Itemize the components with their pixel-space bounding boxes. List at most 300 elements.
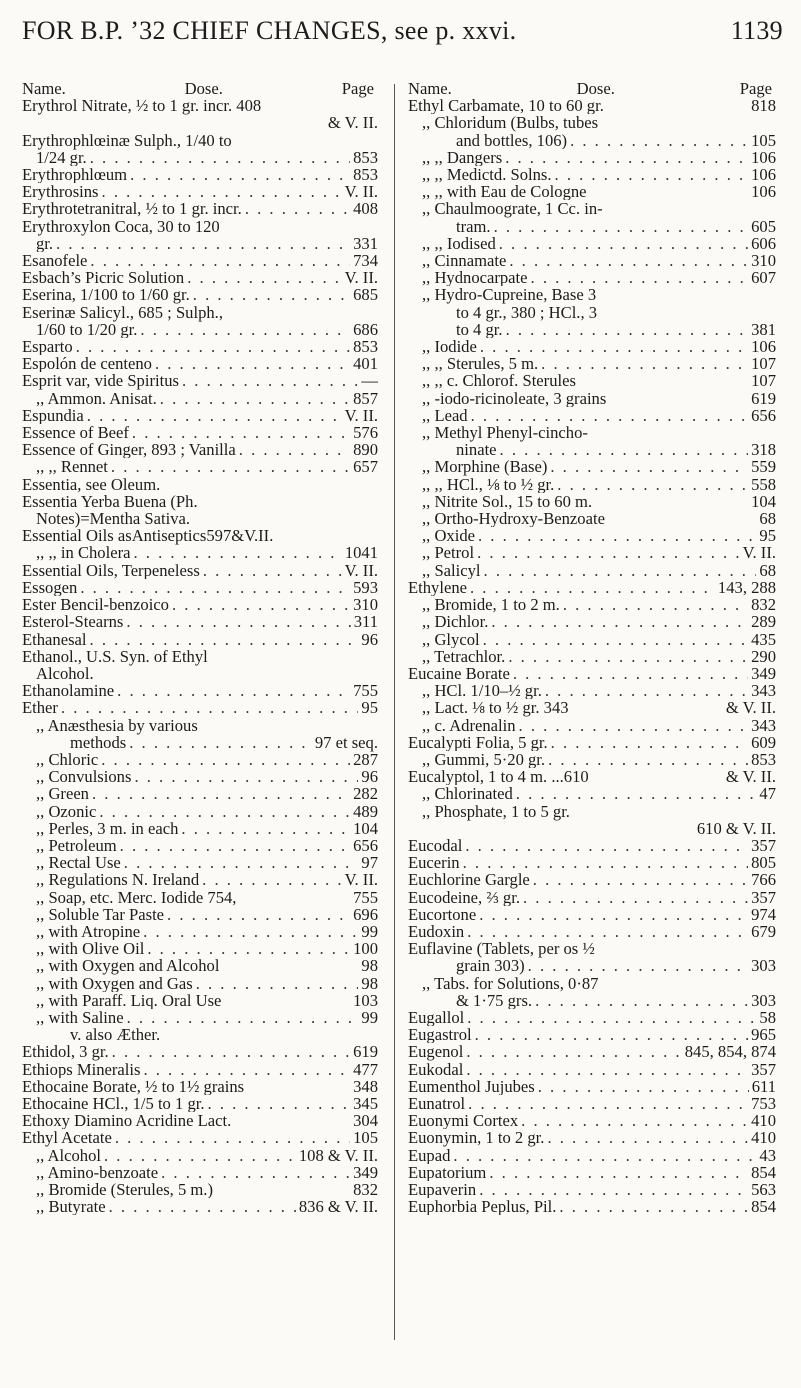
- leader-dots: [557, 476, 748, 493]
- index-entry: [408, 476, 776, 493]
- index-entry: [408, 355, 776, 372]
- entry-name: Ethoxy Diamino Acridine Lact.: [22, 1112, 232, 1130]
- index-entry: [22, 458, 378, 475]
- entry-page-ref: 98: [361, 956, 378, 976]
- entry-page-ref: 755: [353, 681, 378, 701]
- index-entry: [22, 1078, 378, 1095]
- entry-page-ref: 410: [751, 1111, 776, 1131]
- leader-dots: [104, 1147, 296, 1164]
- entry-name: Ethocaine HCl., 1/5 to 1 gr.: [22, 1094, 205, 1113]
- entry-name: ,, ,, Dangers: [422, 148, 503, 167]
- leader-dots: [453, 1147, 756, 1164]
- index-entry: [408, 1129, 776, 1146]
- leader-dots: [181, 820, 350, 837]
- entry-page-ref: 105: [353, 1128, 378, 1148]
- entry-page-ref: 890: [353, 440, 378, 460]
- index-entry: [22, 424, 378, 441]
- entry-page-ref: 106: [751, 337, 776, 357]
- entry-page-ref: 657: [353, 457, 378, 477]
- entry-page-ref: 965: [751, 1025, 776, 1045]
- leader-dots: [519, 717, 749, 734]
- entry-page-ref: V. II.: [344, 268, 378, 288]
- index-entry: [22, 1129, 378, 1146]
- entry-page-ref: 97: [361, 853, 378, 873]
- leader-dots: [538, 1078, 749, 1095]
- leader-dots: [548, 751, 748, 768]
- index-entry: [408, 1043, 776, 1060]
- index-entry: [408, 1078, 776, 1095]
- leader-dots: [521, 1112, 748, 1129]
- index-entry: [408, 97, 776, 114]
- entry-page-ref: 805: [751, 853, 776, 873]
- entry-page-ref: —: [361, 371, 378, 391]
- leader-dots: [467, 1009, 756, 1026]
- entry-name: ,, ,, Sterules, 5 m.: [422, 355, 539, 373]
- entry-page-ref: 311: [353, 612, 378, 632]
- entry-page-ref: 734: [353, 251, 378, 271]
- entry-page-ref: 303: [751, 956, 776, 976]
- index-entry: [22, 854, 378, 871]
- entry-page-ref: 607: [751, 268, 776, 288]
- index-line: Notes)=Mentha Sativa.: [36, 509, 191, 529]
- entry-page-ref: 106: [751, 182, 776, 202]
- entry-page-ref: 345: [353, 1093, 378, 1113]
- entry-name: Esterol-Stearns: [22, 613, 124, 631]
- entry-name: Eumenthol Jujubes: [408, 1077, 535, 1095]
- entry-page-ref: 96: [361, 629, 378, 649]
- entry-page-ref: 343: [751, 681, 776, 701]
- entry-name: Euonymin, 1 to 2 gr.: [408, 1129, 545, 1147]
- entry-name: ,, Salicyl: [422, 561, 481, 579]
- entry-page-ref: 290: [751, 646, 776, 666]
- leader-dots: [120, 837, 350, 854]
- entry-page-ref: 609: [751, 732, 776, 752]
- index-entry: [22, 734, 378, 751]
- leader-dots: [92, 785, 350, 802]
- entry-page-ref: 857: [353, 388, 378, 408]
- index-line: Erythroxylon Coca, 30 to 120: [22, 216, 220, 236]
- index-entry: [22, 579, 378, 596]
- entry-name: ,, HCl. 1/10–½ gr.: [422, 682, 542, 700]
- index-entry: [408, 596, 776, 613]
- index-line: Euflavine (Tablets, per os ½: [408, 939, 595, 959]
- entry-page-ref: 853: [353, 165, 378, 185]
- entry-name: ninate: [456, 441, 497, 459]
- entry-page-ref: 100: [353, 939, 378, 959]
- entry-name: Eudoxin: [408, 922, 465, 941]
- entry-name: ,, Gummi, 5·20 gr.: [422, 750, 546, 769]
- entry-name: grain 303): [456, 957, 525, 975]
- entry-name: Essential Oils, Terpeneless: [22, 561, 200, 579]
- entry-name: Eucerin: [408, 854, 460, 872]
- entry-page-ref: 143, 288: [717, 577, 776, 597]
- entry-page-ref: 611: [751, 1076, 776, 1096]
- entry-name: gr.: [36, 234, 54, 253]
- index-line: to 4 gr., 380 ; HCl., 3: [456, 302, 598, 322]
- index-line: Erythrol Nitrate, ½ to 1 gr. incr. 408: [22, 96, 262, 116]
- running-title: FOR B.P. ’32 CHIEF CHANGES, see p. xxvi.: [22, 16, 517, 45]
- entry-page-ref: 1041: [344, 543, 378, 563]
- entry-page-ref: 97 et seq.: [314, 732, 378, 752]
- leader-dots: [132, 424, 350, 441]
- entry-name: ,, Ammon. Anisat.: [36, 389, 157, 407]
- index-entry: [22, 390, 378, 407]
- index-line: Ethanol., U.S. Syn. of Ethyl: [22, 646, 208, 666]
- running-header: [0, 16, 801, 60]
- entry-name: Espolón de centeno: [22, 355, 152, 373]
- index-entry: [22, 1095, 378, 1112]
- leader-dots: [143, 923, 358, 940]
- leader-dots: [468, 1095, 748, 1112]
- index-entry: [408, 269, 776, 286]
- entry-name: Essence of Beef: [22, 424, 129, 442]
- leader-dots: [516, 785, 757, 802]
- entry-name: ,, ,, c. Chlorof. Sterules: [422, 372, 576, 390]
- entry-name: Esparto: [22, 338, 73, 356]
- index-entry: [22, 1198, 378, 1215]
- entry-name: ,, Bromide (Sterules, 5 m.): [36, 1181, 213, 1199]
- entry-name: ,, Soap, etc. Merc. Iodide 754,: [36, 888, 237, 906]
- leader-dots: [483, 631, 749, 648]
- index-entry: [22, 355, 378, 372]
- leader-dots: [547, 1129, 748, 1146]
- entry-page-ref: 96: [361, 767, 378, 787]
- heading-dose: Dose.: [184, 79, 223, 98]
- page-number: 1139: [730, 16, 783, 45]
- index-entry: [22, 166, 378, 183]
- entry-name: Euonymi Cortex: [408, 1112, 519, 1130]
- index-entry: [408, 321, 776, 338]
- leader-dots: [570, 132, 748, 149]
- entry-name: ,, with Saline: [36, 1008, 124, 1027]
- index-entry: [22, 149, 378, 166]
- index-entry: [22, 837, 378, 854]
- entry-page-ref: 656: [751, 405, 776, 425]
- leader-dots: [508, 648, 748, 665]
- leader-dots: [203, 562, 342, 579]
- entry-name: ,, Alcohol: [36, 1146, 101, 1164]
- index-entry: [408, 579, 776, 596]
- heading-dose: Dose.: [576, 79, 615, 98]
- entry-page-ref: 656: [353, 835, 378, 855]
- entry-page-ref: 854: [751, 1162, 776, 1182]
- entry-name: Erythrophlœum: [22, 166, 128, 184]
- entry-page-ref: 755: [353, 887, 378, 907]
- entry-page-ref: 331: [353, 233, 378, 253]
- entry-page-ref: 58: [759, 1007, 776, 1027]
- index-entry: [22, 252, 378, 269]
- index-entry: [22, 923, 378, 940]
- entry-page-ref: 349: [353, 1162, 378, 1182]
- entry-name: Eugenol: [408, 1043, 464, 1061]
- index-entry: [408, 957, 776, 974]
- leader-dots: [129, 734, 312, 751]
- leader-dots: [160, 390, 350, 407]
- entry-page-ref: 832: [751, 595, 776, 615]
- entry-page-ref: 106: [751, 165, 776, 185]
- index-entry: [22, 820, 378, 837]
- leader-dots: [467, 923, 748, 940]
- entry-page-ref: 696: [353, 904, 378, 924]
- leader-dots: [112, 1043, 350, 1060]
- entry-page-ref: 832: [353, 1180, 378, 1199]
- leader-dots: [117, 682, 350, 699]
- entry-page-ref: 401: [353, 354, 378, 374]
- entry-page-ref: 845, 854, 874: [684, 1042, 776, 1062]
- entry-name: Erythrotetranitral, ½ to 1 gr. incr.: [22, 200, 242, 218]
- index-entry: [22, 957, 378, 974]
- index-line: v. also Æther.: [70, 1025, 161, 1045]
- index-entry: [408, 717, 776, 734]
- entry-name: ,, Cinnamate: [422, 252, 507, 270]
- entry-name: ,, Dichlor.: [422, 613, 489, 631]
- index-entry: [408, 631, 776, 648]
- leader-dots: [126, 613, 350, 630]
- index-line: Essentia, see Oleum.: [22, 474, 161, 494]
- leader-dots: [187, 269, 341, 286]
- index-entry: [22, 699, 378, 716]
- entry-name: Eukodal: [408, 1060, 464, 1078]
- leader-dots: [99, 803, 350, 820]
- entry-page-ref: 489: [353, 801, 378, 821]
- leader-dots: [161, 1164, 350, 1181]
- index-entry: [408, 372, 776, 389]
- entry-name: Eucalypti Folia, 5 gr.: [408, 733, 548, 751]
- leader-dots: [471, 407, 749, 424]
- leader-dots: [109, 1198, 296, 1215]
- leader-dots: [555, 166, 749, 183]
- index-entry: [22, 871, 378, 888]
- leader-dots: [463, 854, 749, 871]
- index-entry: [22, 1061, 378, 1078]
- leader-dots: [245, 200, 350, 217]
- entry-name: Ethanesal: [22, 630, 87, 648]
- leader-dots: [90, 149, 350, 166]
- leader-dots: [124, 854, 359, 871]
- entry-page-ref: 108 & V. II.: [298, 1145, 378, 1165]
- index-entry: [22, 940, 378, 957]
- leader-dots: [466, 1061, 748, 1078]
- entry-page-ref: 68: [759, 509, 776, 529]
- entry-name: Eucalyptol, 1 to 4 m. ...610: [408, 768, 589, 786]
- column-divider: [394, 84, 395, 1340]
- index-entry: [408, 218, 776, 235]
- leader-dots: [484, 562, 757, 579]
- index-entry: [408, 1164, 776, 1181]
- entry-page-ref: 95: [759, 526, 776, 546]
- entry-name: Ethylene: [408, 578, 467, 597]
- entry-page-ref: 381: [751, 319, 776, 339]
- entry-page-ref: 107: [751, 371, 776, 391]
- entry-page-ref: 766: [751, 870, 776, 890]
- entry-name: Espundia: [22, 406, 84, 425]
- index-entry: [408, 390, 776, 407]
- index-entry: [22, 269, 378, 286]
- index-entry: [408, 665, 776, 682]
- index-entry: [408, 1198, 776, 1215]
- entry-name: ,, Ortho-Hydroxy-Benzoate: [422, 510, 605, 528]
- leader-dots: [513, 665, 748, 682]
- heading-page: Page: [739, 79, 772, 98]
- index-entry: [22, 768, 378, 785]
- entry-page-ref: 563: [751, 1180, 776, 1199]
- leader-dots: [101, 751, 350, 768]
- entry-page-ref: V. II.: [344, 405, 378, 425]
- leader-dots: [535, 992, 748, 1009]
- entry-name: ,, c. Adrenalin: [422, 716, 516, 734]
- entry-page-ref: 408: [353, 199, 378, 219]
- entry-name: Ethocaine Borate, ½ to 1½ grains: [22, 1077, 245, 1095]
- entry-page-ref: 68: [759, 560, 776, 580]
- entry-page-ref: 605: [751, 216, 776, 236]
- index-entry: [22, 183, 378, 200]
- leader-dots: [489, 1164, 748, 1181]
- leader-dots: [550, 458, 748, 475]
- index-entry: [408, 992, 776, 1009]
- index-entry: [408, 441, 776, 458]
- entry-page-ref: 559: [751, 457, 776, 477]
- leader-dots: [545, 682, 748, 699]
- entry-name: ,, Bromide, 1 to 2 m.: [422, 596, 560, 614]
- index-entry: [22, 992, 378, 1009]
- entry-page-ref: 853: [353, 147, 378, 167]
- index-entry: [22, 1147, 378, 1164]
- index-entry: [408, 923, 776, 940]
- heading-page: Page: [341, 79, 374, 98]
- index-line: ,, Hydro-Cupreine, Base 3: [422, 285, 597, 305]
- leader-dots: [208, 1095, 351, 1112]
- leader-dots: [239, 441, 350, 458]
- entry-page-ref: 606: [751, 233, 776, 253]
- leader-dots: [500, 441, 749, 458]
- entry-name: ,, Petroleum: [36, 836, 117, 855]
- entry-name: Eupaverin: [408, 1181, 477, 1199]
- entry-name: ,, Soluble Tar Paste: [36, 905, 165, 923]
- entry-name: ,, Perles, 3 m. in each: [36, 819, 179, 837]
- entry-page-ref: 282: [353, 784, 378, 804]
- index-line: Essential Oils asAntiseptics597&V.II.: [22, 526, 274, 546]
- index-entry: [408, 544, 776, 561]
- index-entry: [22, 441, 378, 458]
- leader-dots: [479, 906, 748, 923]
- entry-name: Esbach’s Picric Solution: [22, 269, 185, 287]
- index-entry: [22, 286, 378, 303]
- index-entry: [408, 699, 776, 716]
- leader-dots: [193, 286, 350, 303]
- entry-page-ref: 753: [751, 1093, 776, 1113]
- entry-page-ref: 686: [353, 319, 378, 339]
- entry-name: ,, with Atropine: [36, 922, 141, 941]
- index-line: & V. II.: [327, 113, 378, 133]
- entry-name: Eserina, 1/100 to 1/60 gr.: [22, 286, 190, 304]
- index-entry: [408, 1009, 776, 1026]
- leader-dots: [61, 699, 358, 716]
- leader-dots: [182, 372, 358, 389]
- index-entry: [408, 510, 776, 527]
- index-entry: [408, 768, 776, 785]
- index-entry: [22, 1181, 378, 1198]
- entry-name: ,, Lead: [422, 406, 468, 425]
- entry-page-ref: 679: [751, 921, 776, 941]
- entry-name: ,, ,, Rennet: [36, 458, 108, 476]
- index-entry: [22, 803, 378, 820]
- entry-name: ,, Chloric: [36, 750, 99, 769]
- leader-dots: [134, 768, 358, 785]
- leader-dots: [130, 166, 350, 183]
- entry-name: ,, ,, in Cholera: [36, 544, 131, 562]
- index-entry: [22, 338, 378, 355]
- index-entry: [408, 149, 776, 166]
- entry-page-ref: 853: [751, 749, 776, 769]
- leader-dots: [563, 596, 748, 613]
- entry-name: Eugastrol: [408, 1026, 472, 1044]
- index-entry: [408, 682, 776, 699]
- entry-page-ref: 435: [751, 629, 776, 649]
- entry-page-ref: 104: [751, 491, 776, 511]
- entry-page-ref: 103: [353, 990, 378, 1010]
- right-index-column: [408, 80, 776, 1215]
- index-entry: [408, 1181, 776, 1198]
- entry-name: ,, Glycol: [422, 630, 480, 648]
- index-entry: [22, 682, 378, 699]
- index-entry: [22, 596, 378, 613]
- leader-dots: [494, 218, 749, 235]
- entry-name: 1/60 to 1/20 gr.: [36, 320, 138, 339]
- entry-name: Ethiops Mineralis: [22, 1060, 141, 1078]
- entry-page-ref: 43: [759, 1145, 776, 1165]
- leader-dots: [470, 579, 715, 596]
- index-entry: [408, 338, 776, 355]
- entry-page-ref: 348: [353, 1076, 378, 1096]
- leader-dots: [466, 1043, 681, 1060]
- index-line: ,, Tabs. for Solutions, 0·87: [422, 973, 599, 993]
- entry-name: Euchlorine Gargle: [408, 871, 530, 889]
- leader-dots: [465, 837, 748, 854]
- entry-name: Ethidol, 3 gr.: [22, 1043, 109, 1061]
- entry-page-ref: 99: [361, 1007, 378, 1027]
- index-entry: [408, 1026, 776, 1043]
- entry-name: Eucodeine, ⅔ gr.: [408, 888, 520, 906]
- entry-name: ,, ,, Medictd. Solns.: [422, 166, 552, 184]
- leader-dots: [551, 734, 748, 751]
- index-line: ,, Phosphate, 1 to 5 gr.: [422, 801, 570, 821]
- index-entry: [408, 785, 776, 802]
- leader-dots: [491, 613, 748, 630]
- entry-page-ref: 303: [751, 990, 776, 1010]
- entry-name: Eugallol: [408, 1008, 465, 1027]
- entry-name: ,, Hydnocarpate: [422, 269, 528, 287]
- entry-page-ref: 310: [353, 595, 378, 615]
- entry-page-ref: 576: [353, 423, 378, 443]
- entry-page-ref: 349: [751, 663, 776, 683]
- index-line: Erythrophlœinæ Sulph., 1/40 to: [22, 130, 232, 150]
- entry-name: ,, -iodo-ricinoleate, 3 grains: [422, 389, 607, 407]
- entry-name: ,, ,, with Eau de Cologne: [422, 183, 587, 201]
- leader-dots: [480, 338, 748, 355]
- index-entry: [22, 1009, 378, 1026]
- entry-page-ref: 593: [353, 577, 378, 597]
- entry-name: Essence of Ginger, 893 ; Vanilla: [22, 441, 236, 459]
- entry-name: Ethyl Acetate: [22, 1129, 112, 1147]
- entry-name: ,, ,, Iodised: [422, 234, 496, 253]
- leader-dots: [506, 321, 749, 338]
- leader-dots: [147, 940, 350, 957]
- entry-name: ,, Ozonic: [36, 802, 97, 820]
- leader-dots: [477, 544, 740, 561]
- index-line: Essentia Yerba Buena (Ph.: [22, 491, 198, 511]
- entry-name: ,, Nitrite Sol., 15 to 60 m.: [422, 492, 593, 511]
- entry-page-ref: 410: [751, 1128, 776, 1148]
